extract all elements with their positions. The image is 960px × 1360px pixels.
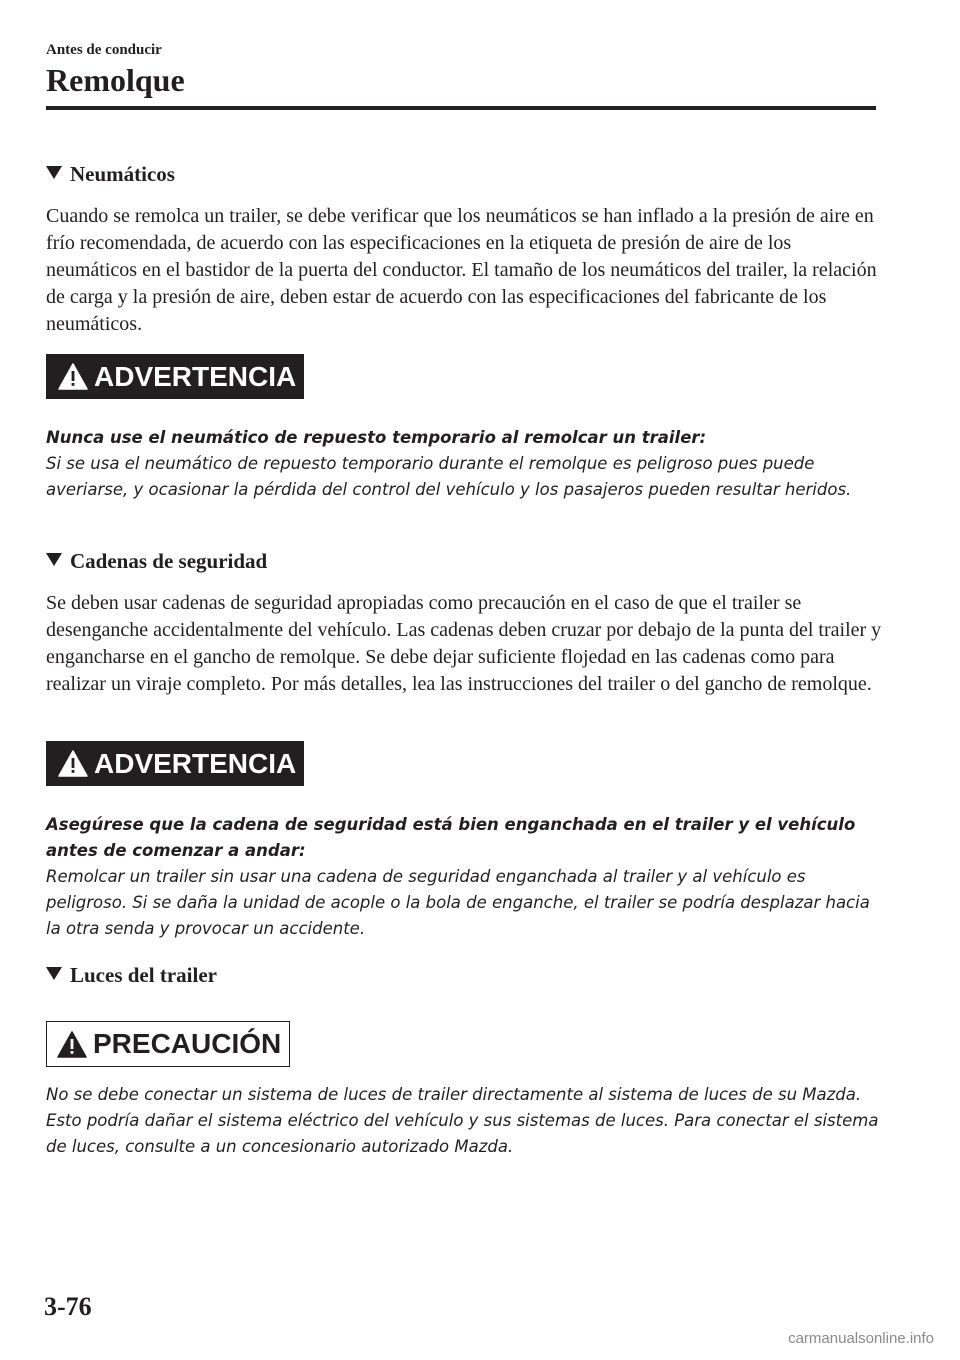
caution-label: PRECAUCIÓN (93, 1028, 282, 1059)
section-heading-trailer-lights: Luces del trailer (46, 961, 217, 989)
warning-badge (46, 354, 304, 399)
section-heading-safety-chains: Cadenas de seguridad (46, 547, 267, 575)
section-heading-tires: Neumáticos (46, 160, 175, 188)
warning-triangle-icon (58, 363, 88, 390)
warning-note-tires (46, 425, 886, 503)
chapter-label: Antes de conducir (46, 42, 162, 58)
warning-note-text: Si se usa el neumático de repuesto temporario durante el remolque es peligroso pues puede averiarse, y ocasionar la pérdida del control del vehículo y los pasajeros pueden resultar heridos. (46, 454, 852, 499)
warning-note-text: Remolcar un trailer sin usar una cadena de seguridad enganchada al trailer y al vehículo es peligroso. Si se daña la unidad de acople o la bola de enganche, el trailer se podría desplazar hacia la otra senda y provocar un accidente. (46, 867, 870, 938)
triangle-bullet-icon (46, 967, 62, 980)
caution-note-trailer-lights (46, 1082, 886, 1160)
warning-note-safety-chains (46, 812, 886, 942)
warning-label: ADVERTENCIA (94, 747, 297, 779)
section-body-safety-chains: Se deben usar cadenas de seguridad apropiadas como precaución en el caso de que el trailer se desenganche accidentalmente del vehículo. Las cadenas deben cruzar por debajo de la punta del trailer y engancharse en el gancho de remolque. Se debe dejar suficiente flojedad en las cadenas como para realizar un viraje completo. Por más detalles, lea las instrucciones del trailer o del gancho de remolque. (46, 592, 882, 695)
title-divider (46, 106, 876, 110)
warning-badge (46, 741, 304, 786)
watermark: carmanualsonline.info (788, 1330, 934, 1347)
warning-label: ADVERTENCIA (94, 360, 297, 392)
triangle-bullet-icon (46, 166, 62, 179)
triangle-bullet-icon (46, 553, 62, 566)
caution-note-text: No se debe conectar un sistema de luces de trailer directamente al sistema de luces de su Mazda. Esto podría dañar el sistema eléctrico del vehículo y sus sistemas de luces. Para conectar el sistema de luces, consulte a un concesionario autorizado Mazda. (46, 1085, 879, 1156)
warning-triangle-icon (58, 750, 88, 777)
page-title: Remolque (46, 62, 185, 98)
page-number: 3-76 (44, 1292, 92, 1321)
warning-note-lead: Asegúrese que la cadena de seguridad está bien enganchada en el trailer y el vehículo antes de comenzar a andar: (46, 815, 856, 860)
warning-note-lead: Nunca use el neumático de repuesto temporario al remolcar un trailer: (46, 428, 707, 447)
caution-triangle-icon (57, 1031, 87, 1058)
caution-badge (46, 1021, 290, 1067)
section-body-tires: Cuando se remolca un trailer, se debe verificar que los neumáticos se han inflado a la presión de aire en frío recomendada, de acuerdo con las especificaciones en la etiqueta de presión de aire de los neumáticos en el bastidor de la puerta del conductor. El tamaño de los neumáticos del trailer, la relación de carga y la presión de aire, deben estar de acuerdo con las especificaciones del fabricante de los neumáticos. (46, 205, 877, 335)
